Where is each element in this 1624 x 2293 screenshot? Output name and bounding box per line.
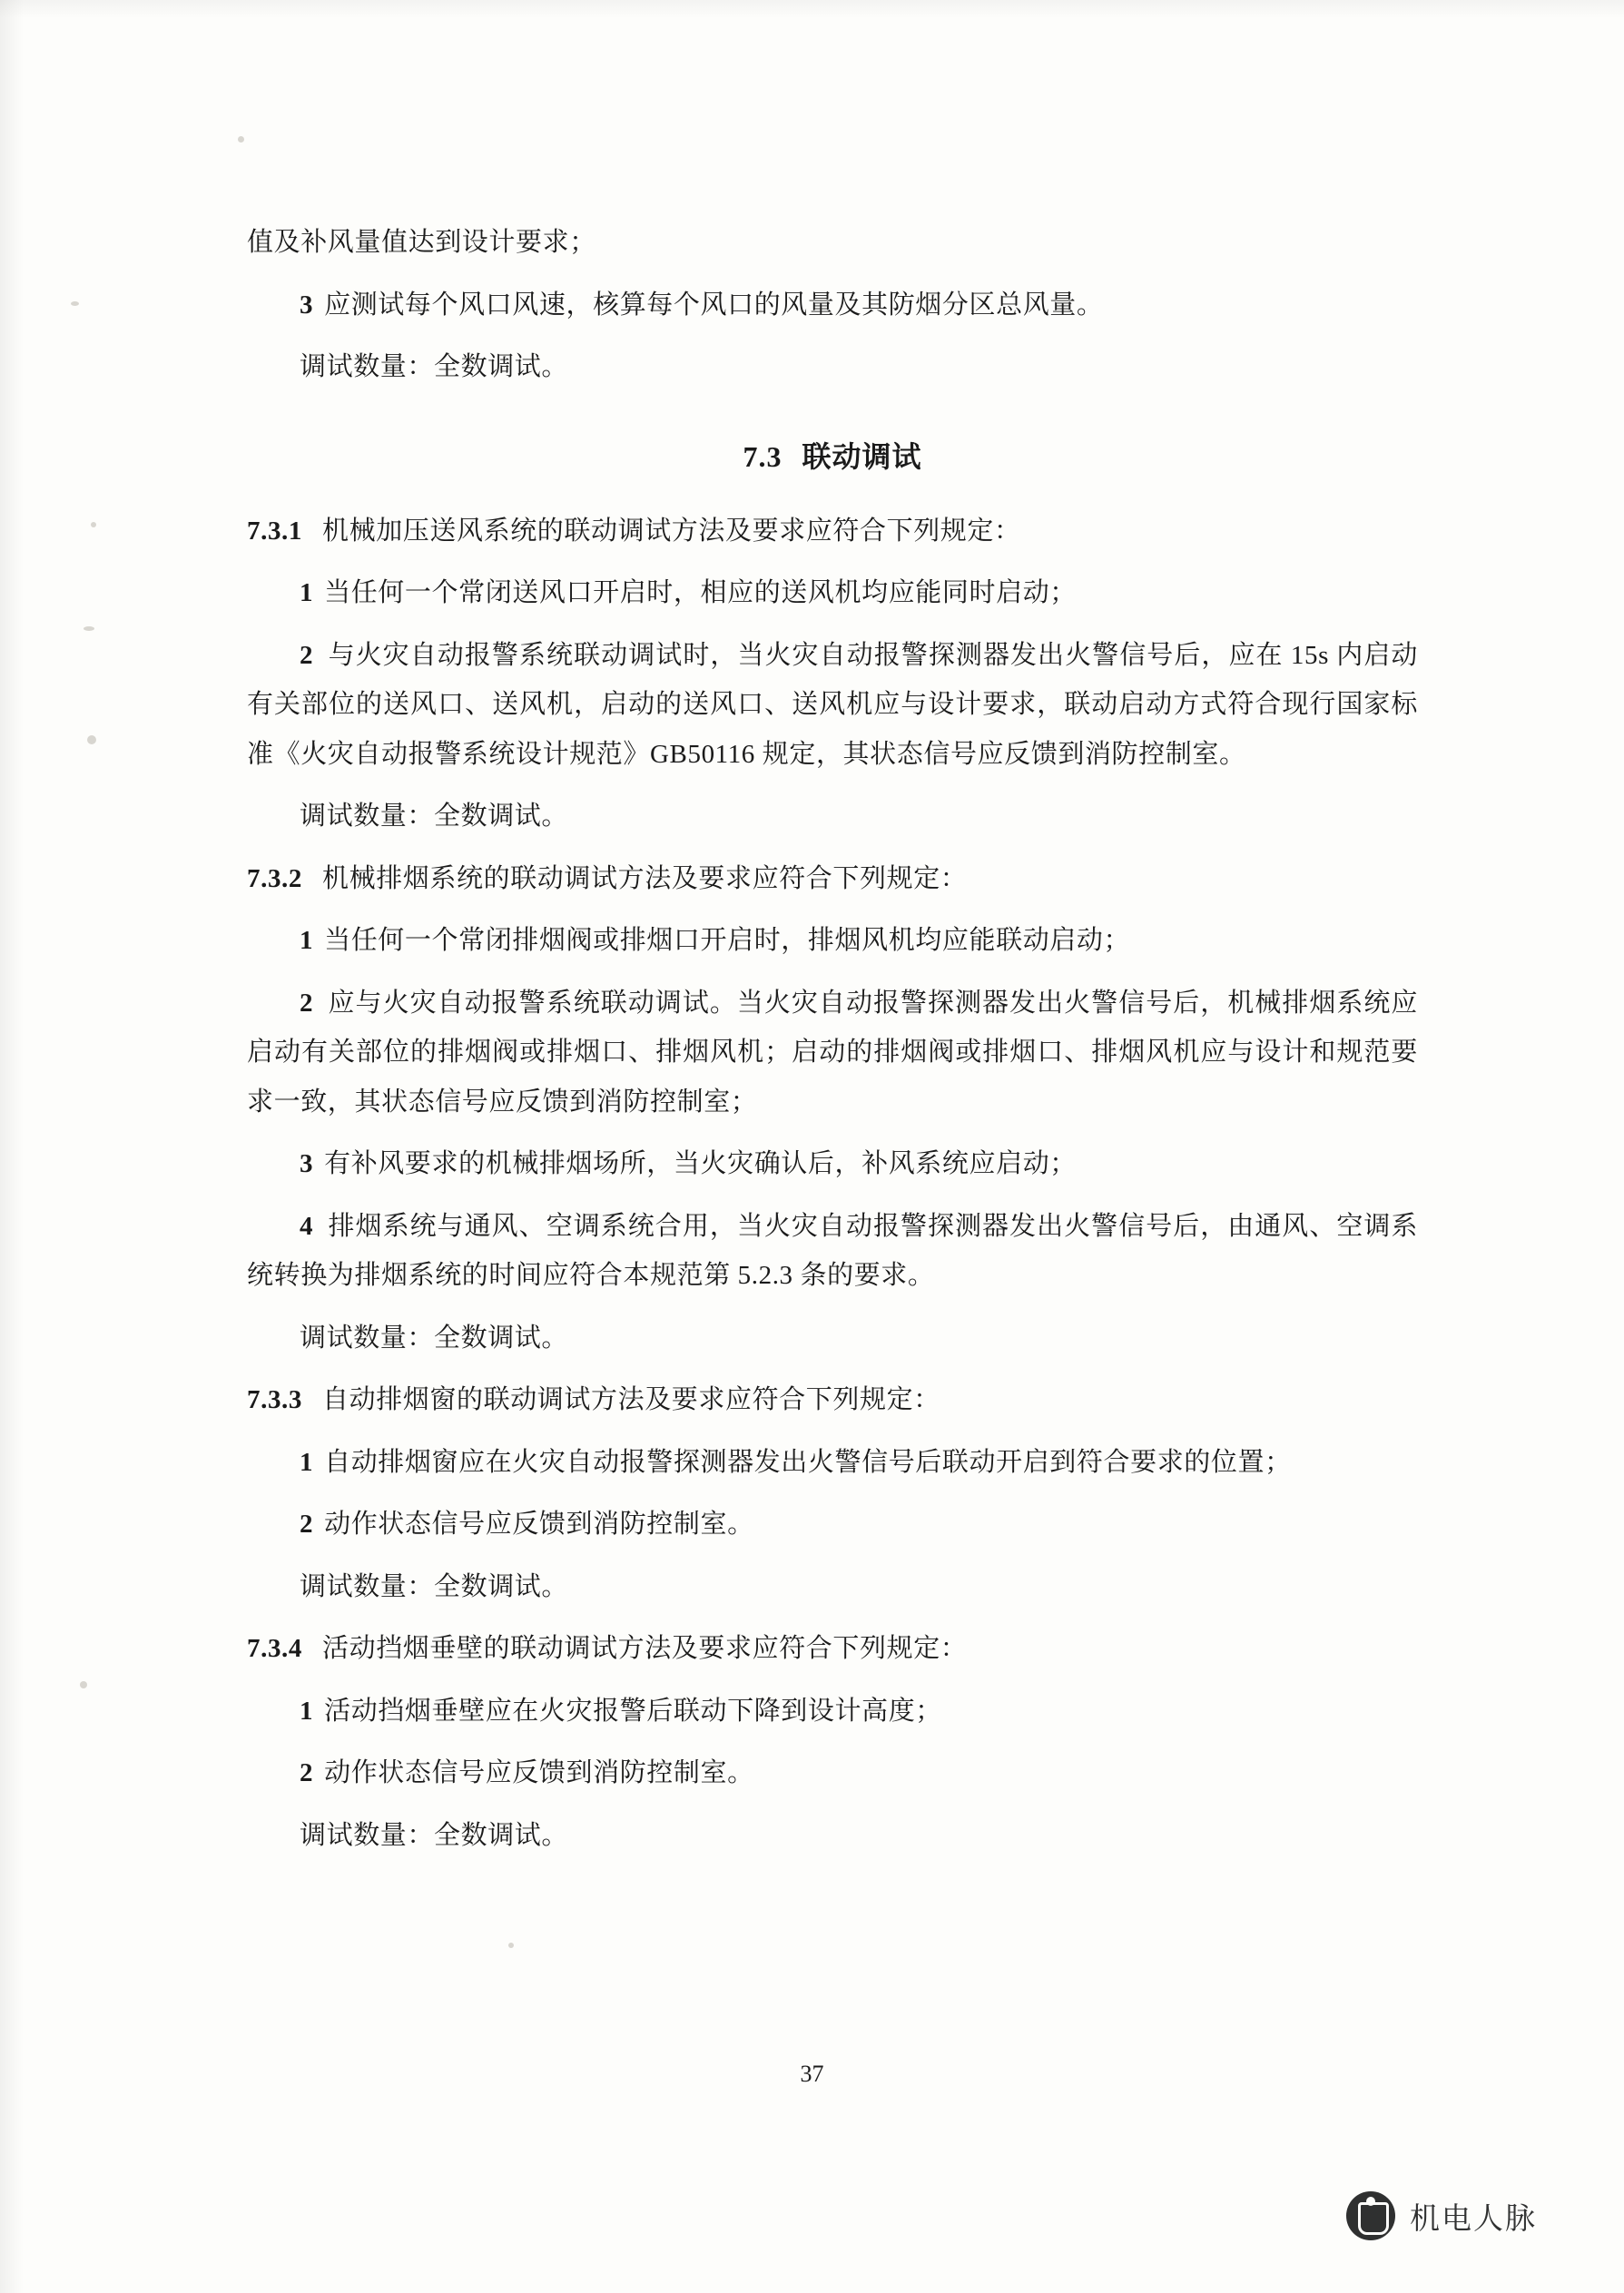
clause-number: 7.3.3 bbox=[247, 1385, 302, 1415]
list-item-number: 2 bbox=[300, 640, 314, 670]
scan-speck bbox=[80, 1681, 87, 1688]
clause-number: 7.3.2 bbox=[247, 863, 302, 893]
clause-heading bbox=[247, 1375, 1418, 1425]
watermark bbox=[1346, 2191, 1537, 2240]
list-item-text: 动作状态信号应反馈到消防控制室。 bbox=[324, 1758, 754, 1788]
list-item-text: 应测试每个风口风速，核算每个风口的风量及其防烟分区总风量。 bbox=[324, 290, 1104, 320]
list-item-text: 活动挡烟垂壁应在火灾报警后联动下降到设计高度； bbox=[324, 1696, 942, 1726]
wechat-official-account-logo-icon bbox=[1346, 2191, 1395, 2240]
list-item-number: 2 bbox=[300, 1758, 314, 1788]
clause-heading bbox=[247, 507, 1418, 556]
scan-left-shading bbox=[0, 0, 24, 2293]
list-item bbox=[247, 280, 1418, 330]
list-item bbox=[247, 1139, 1418, 1189]
list-item-text: 自动排烟窗应在火灾自动报警探测器发出火警信号后联动开启到符合要求的位置； bbox=[324, 1447, 1292, 1477]
clause-heading bbox=[247, 1624, 1418, 1674]
list-item-number: 4 bbox=[300, 1211, 314, 1241]
clause-title: 自动排烟窗的联动调试方法及要求应符合下列规定： bbox=[322, 1385, 940, 1415]
scan-speck bbox=[91, 522, 96, 527]
quantity-note: 调试数量：全数调试。 bbox=[300, 802, 569, 832]
quantity-note: 调试数量：全数调试。 bbox=[300, 1820, 569, 1850]
list-item bbox=[247, 1687, 1418, 1737]
scan-speck bbox=[84, 626, 94, 631]
scan-top-shading bbox=[0, 0, 1624, 18]
list-item bbox=[247, 1438, 1418, 1488]
list-item-number: 1 bbox=[300, 926, 314, 956]
scan-speck bbox=[508, 1943, 514, 1948]
clause-number: 7.3.1 bbox=[247, 516, 302, 546]
list-item bbox=[247, 1202, 1418, 1301]
scan-speck bbox=[87, 735, 96, 744]
document-body bbox=[247, 218, 1418, 1873]
list-item-number: 2 bbox=[300, 988, 314, 1018]
list-item-number: 3 bbox=[300, 290, 314, 320]
list-item-text: 排烟系统与通风、空调系统合用，当火灾自动报警探测器发出火警信号后，由通风、空调系统转换为排烟系统的时间应符合本规范第 5.2.3 条的要求。 bbox=[247, 1211, 1418, 1291]
list-item bbox=[247, 1748, 1418, 1798]
list-item-text: 与火灾自动报警系统联动调试时，当火灾自动报警探测器发出火警信号后，应在 15s 内启动有关部位的送风口、送风机，启动的送风口、送风机应与设计要求，联动启动方式符合现行国家标准《火灾自动报警系统设计规范》GB50116 规定，其状态信号应反馈到消防控制室。 bbox=[247, 640, 1418, 769]
scan-speck bbox=[71, 301, 79, 306]
list-item-number: 3 bbox=[300, 1149, 314, 1179]
continuation-paragraph: 值及补风量值达到设计要求； bbox=[247, 228, 596, 257]
section-title: 联动调试 bbox=[802, 439, 922, 473]
clause-title: 机械加压送风系统的联动调试方法及要求应符合下列规定： bbox=[322, 516, 1021, 546]
scan-speck bbox=[238, 136, 244, 143]
list-item-text: 当任何一个常闭送风口开启时，相应的送风机均应能同时启动； bbox=[324, 578, 1077, 608]
list-item-text: 应与火灾自动报警系统联动调试。当火灾自动报警探测器发出火警信号后，机械排烟系统应启动有关部位的排烟阀或排烟口、排烟风机；启动的排烟阀或排烟口、排烟风机应与设计和规范要求一致，其状态信号应反馈到消防控制室； bbox=[247, 988, 1418, 1117]
watermark-label: 机电人脉 bbox=[1410, 2200, 1537, 2235]
quantity-note: 调试数量：全数调试。 bbox=[300, 352, 569, 382]
quantity-note: 调试数量：全数调试。 bbox=[300, 1323, 569, 1353]
clause-title: 活动挡烟垂壁的联动调试方法及要求应符合下列规定： bbox=[322, 1634, 968, 1664]
clause-heading bbox=[247, 854, 1418, 904]
list-item bbox=[247, 568, 1418, 618]
page-number: 37 bbox=[800, 2061, 824, 2087]
list-item-number: 1 bbox=[300, 578, 314, 608]
list-item-text: 有补风要求的机械排烟场所，当火灾确认后，补风系统应启动； bbox=[324, 1149, 1077, 1179]
list-item-text: 当任何一个常闭排烟阀或排烟口开启时，排烟风机均应能联动启动； bbox=[324, 926, 1131, 956]
list-item bbox=[247, 979, 1418, 1127]
section-number: 7.3 bbox=[743, 439, 782, 473]
clause-title: 机械排烟系统的联动调试方法及要求应符合下列规定： bbox=[322, 863, 968, 893]
quantity-note: 调试数量：全数调试。 bbox=[300, 1571, 569, 1601]
clause-number: 7.3.4 bbox=[247, 1634, 302, 1664]
list-item-number: 2 bbox=[300, 1510, 314, 1540]
list-item-number: 1 bbox=[300, 1447, 314, 1477]
list-item bbox=[247, 631, 1418, 780]
list-item-number: 1 bbox=[300, 1696, 314, 1726]
list-item-text: 动作状态信号应反馈到消防控制室。 bbox=[324, 1510, 754, 1540]
section-heading bbox=[247, 434, 1418, 476]
list-item bbox=[247, 1500, 1418, 1550]
list-item bbox=[247, 916, 1418, 966]
